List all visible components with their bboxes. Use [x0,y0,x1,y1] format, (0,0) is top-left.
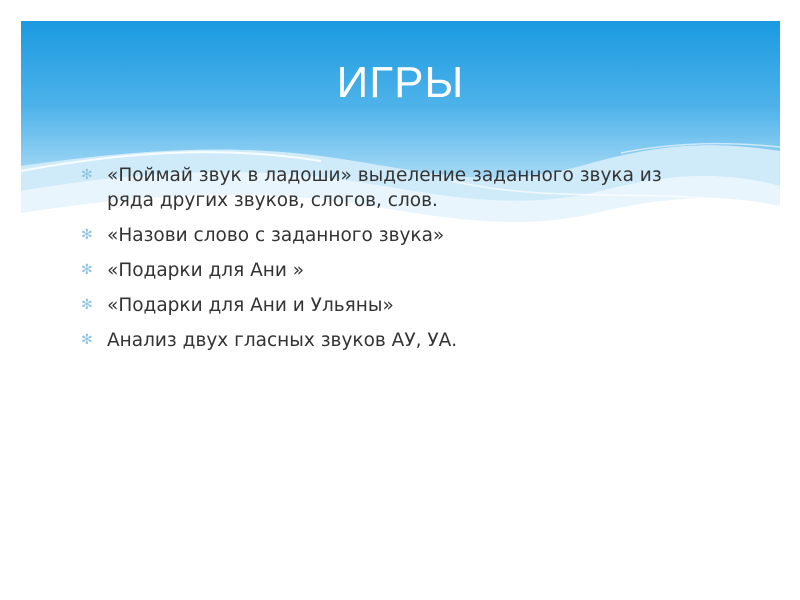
slide-title: ИГРЫ [336,58,465,107]
bullet-item-3 [81,258,681,283]
bullet-text-3: «Подарки для Ани » [107,260,305,281]
bullet-item-5 [81,328,681,353]
asterisk-bullet-icon: ✻ [81,167,93,183]
asterisk-bullet-icon: ✻ [81,332,93,348]
asterisk-bullet-icon: ✻ [81,297,93,313]
bullet-item-4 [81,293,681,318]
asterisk-bullet-icon: ✻ [81,262,93,278]
bullet-text-2: «Назови слово с заданного звука» [107,225,445,246]
bullet-item-1 [81,163,681,213]
bullet-list [81,163,681,363]
bullet-item-2 [81,223,681,248]
asterisk-bullet-icon: ✻ [81,227,93,243]
bullet-text-5: Анализ двух гласных звуков АУ, УА. [107,330,458,351]
bullet-text-4: «Подарки для Ани и Ульяны» [107,295,394,316]
bullet-text-1: «Поймай звук в ладоши» выделение заданного звука из ряда других звуков, слогов, слов. [107,165,662,211]
slide-frame [21,21,780,579]
